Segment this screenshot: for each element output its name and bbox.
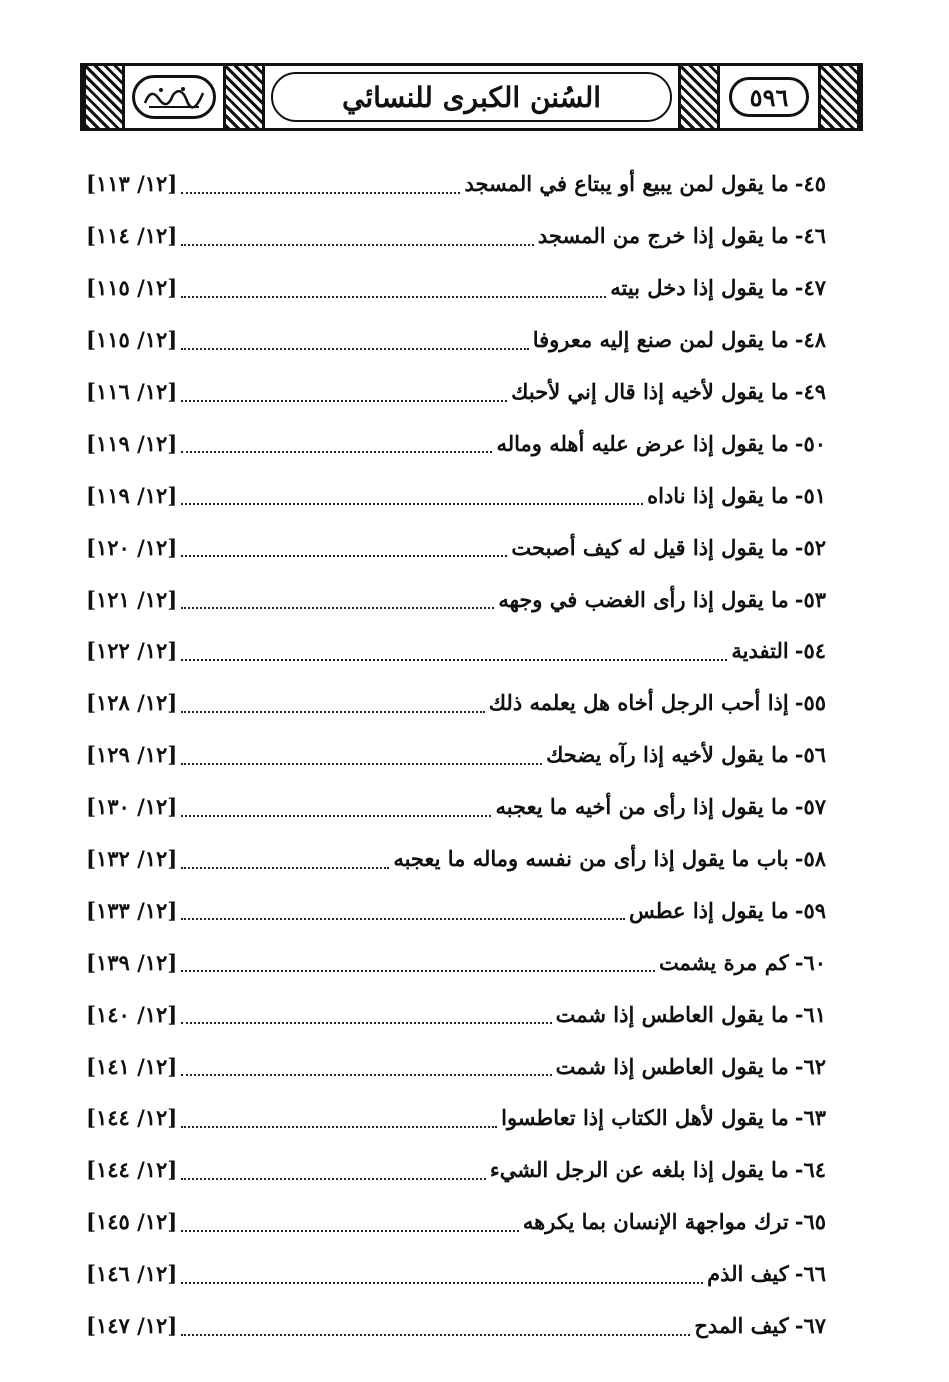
toc-leader-dots <box>181 1126 497 1128</box>
toc-entry-number: ٥٤- <box>794 638 826 664</box>
toc-entry-reference: [١٢/ ١٢٠] <box>86 534 178 560</box>
toc-list <box>86 158 826 1351</box>
toc-entry <box>86 1092 826 1144</box>
toc-entry-reference: [١٢/ ١١٦] <box>86 379 178 404</box>
toc-entry <box>86 210 826 262</box>
toc-leader-dots <box>181 451 492 453</box>
toc-entry-title: ما يقول لأخيه إذا قال إني لأحبك <box>511 379 789 404</box>
toc-entry-reference: [١٢/ ١٢١] <box>86 586 178 612</box>
ornament-center-left <box>223 66 265 128</box>
toc-entry-reference: [١٢/ ١١٣] <box>86 171 178 197</box>
toc-entry-number: ٦٢- <box>794 1053 826 1079</box>
toc-entry-number: ٥٨- <box>794 846 826 872</box>
toc-entry-reference: [١٢/ ١٣٩] <box>86 949 178 975</box>
toc-leader-dots <box>181 1022 551 1024</box>
toc-leader-dots <box>181 970 655 972</box>
toc-entry-title: ما يقول العاطس إذا شمت <box>555 1001 789 1027</box>
toc-entry-reference: [١٢/ ١١٩] <box>86 482 178 508</box>
toc-leader-dots <box>181 244 534 246</box>
toc-entry-number: ٦٠- <box>794 949 826 975</box>
toc-entry-number: ٦٣- <box>794 1105 826 1131</box>
toc-entry-reference: [١٢/ ١١٥] <box>86 275 178 301</box>
toc-leader-dots <box>181 1178 486 1180</box>
toc-entry-reference: [١٢/ ١٤٤] <box>86 1157 178 1183</box>
toc-leader-dots <box>181 555 507 557</box>
toc-entry-number: ٥٩- <box>794 897 826 923</box>
toc-entry <box>86 625 826 677</box>
toc-entry <box>86 1248 826 1300</box>
toc-entry <box>86 1300 826 1352</box>
toc-entry <box>86 729 826 781</box>
toc-entry-reference: [١٢/ ١٤٦] <box>86 1261 178 1287</box>
page-number-container <box>720 66 818 128</box>
toc-entry-title: إذا أحب الرجل أخاه هل يعلمه ذلك <box>488 690 789 716</box>
toc-leader-dots <box>181 1334 690 1336</box>
toc-entry <box>86 366 826 418</box>
book-title: السُنن الكبرى للنسائي <box>341 80 602 114</box>
toc-entry <box>86 677 826 729</box>
toc-entry-number: ٦٤- <box>794 1157 826 1183</box>
toc-entry <box>86 833 826 885</box>
toc-entry <box>86 469 826 521</box>
toc-entry-reference: [١٢/ ١٤٠] <box>86 1001 178 1027</box>
toc-entry-number: ٥٥- <box>794 690 826 716</box>
toc-entry-reference: [١٢/ ١٢٢] <box>86 638 178 664</box>
toc-entry <box>86 521 826 573</box>
toc-entry <box>86 1040 826 1092</box>
toc-entry-title: باب ما يقول إذا رأى من نفسه وماله ما يعجبه <box>393 846 789 872</box>
toc-leader-dots <box>181 711 484 713</box>
toc-entry <box>86 314 826 366</box>
toc-entry-title: ما يقول إذا عطس <box>629 897 789 923</box>
toc-entry-number: ٥٧- <box>794 794 826 820</box>
toc-entry-title: كيف الذم <box>707 1261 789 1287</box>
toc-entry-title: ما يقول لمن يبيع أو يبتاع في المسجد <box>464 171 789 197</box>
toc-entry-number: ٥١- <box>794 482 826 508</box>
toc-leader-dots <box>181 918 625 920</box>
toc-entry-number: ٦٥- <box>794 1209 826 1235</box>
toc-entry-reference: [١٢/ ١١٤] <box>86 223 178 249</box>
toc-leader-dots <box>181 348 528 350</box>
toc-entry-title: ما يقول العاطس إذا شمت <box>555 1053 789 1079</box>
toc-entry-number: ٤٧- <box>794 275 826 301</box>
toc-entry-number: ٤٦- <box>794 223 826 249</box>
toc-entry-number: ٥٣- <box>794 586 826 612</box>
page-header <box>80 63 863 131</box>
toc-entry-number: ٦٦- <box>794 1261 826 1287</box>
toc-entry-number: ٤٩- <box>794 379 826 404</box>
toc-leader-dots <box>181 815 491 817</box>
toc-leader-dots <box>181 763 542 765</box>
title-frame <box>271 72 672 122</box>
ornament-left <box>83 66 125 128</box>
toc-entry-reference: [١٢/ ١٣٠] <box>86 794 178 820</box>
toc-entry <box>86 936 826 988</box>
toc-entry <box>86 158 826 210</box>
toc-entry-title: ما يقول لأخيه إذا رآه يضحك <box>546 742 789 768</box>
toc-leader-dots <box>181 503 643 505</box>
toc-entry-title: كيف المدح <box>694 1313 789 1339</box>
toc-entry-title: ما يقول إذا قيل له كيف أصبحت <box>511 534 789 560</box>
toc-entry <box>86 781 826 833</box>
toc-entry-number: ٤٥- <box>794 171 826 197</box>
toc-entry-title: ما يقول لأهل الكتاب إذا تعاطسوا <box>501 1105 789 1131</box>
toc-entry-reference: [١٢/ ١٢٨] <box>86 690 178 716</box>
toc-leader-dots <box>181 1230 519 1232</box>
toc-entry-title: ما يقول إذا عرض عليه أهله وماله <box>496 430 789 456</box>
toc-entry-reference: [١٢/ ١٤٤] <box>86 1105 178 1131</box>
book-seal <box>132 75 216 119</box>
toc-entry-reference: [١٢/ ١٣٢] <box>86 846 178 872</box>
toc-leader-dots <box>181 607 494 609</box>
toc-leader-dots <box>181 867 389 869</box>
toc-entry-reference: [١٢/ ١٤٧] <box>86 1313 178 1339</box>
toc-entry-number: ٦١- <box>794 1001 826 1027</box>
toc-entry <box>86 1196 826 1248</box>
toc-entry-title: ما يقول إذا خرج من المسجد <box>537 223 789 249</box>
toc-entry-title: كم مرة يشمت <box>658 949 789 975</box>
toc-entry <box>86 988 826 1040</box>
toc-entry <box>86 884 826 936</box>
toc-entry-title: ما يقول إذا رأى من أخيه ما يعجبه <box>495 794 789 820</box>
toc-entry-title: ما يقول إذا دخل بيته <box>610 275 789 301</box>
toc-entry <box>86 1144 826 1196</box>
toc-entry-number: ٥٢- <box>794 534 826 560</box>
toc-entry-number: ٤٨- <box>794 327 826 353</box>
toc-leader-dots <box>181 192 460 194</box>
toc-leader-dots <box>181 1074 551 1076</box>
toc-entry-title: ما يقول إذا رأى الغضب في وجهه <box>498 586 789 612</box>
toc-leader-dots <box>181 659 727 661</box>
ornament-center-right <box>678 66 720 128</box>
toc-entry-reference: [١٢/ ١٣٣] <box>86 897 178 923</box>
ornament-right <box>818 66 860 128</box>
toc-entry-reference: [١٢/ ١٤١] <box>86 1053 178 1079</box>
calligraphy-seal-icon <box>139 81 209 113</box>
toc-leader-dots <box>181 1282 703 1284</box>
toc-entry <box>86 573 826 625</box>
toc-entry-title: التفدية <box>731 638 789 664</box>
toc-entry-title: ما يقول إذا ناداه <box>647 482 789 508</box>
toc-entry <box>86 262 826 314</box>
toc-entry-title: ما يقول إذا بلغه عن الرجل الشيء <box>489 1157 789 1183</box>
toc-entry-title: ما يقول لمن صنع إليه معروفا <box>532 327 789 353</box>
toc-leader-dots <box>181 296 606 298</box>
toc-entry-number: ٥٦- <box>794 742 826 768</box>
seal-container <box>125 66 223 128</box>
toc-entry-title: ترك مواجهة الإنسان بما يكرهه <box>522 1209 789 1235</box>
toc-entry-reference: [١٢/ ١١٩] <box>86 430 178 456</box>
toc-leader-dots <box>181 400 507 402</box>
toc-entry-reference: [١٢/ ١٤٥] <box>86 1209 178 1235</box>
page-number: ٥٩٦ <box>729 77 809 117</box>
toc-entry-number: ٥٠- <box>794 430 826 456</box>
toc-entry <box>86 417 826 469</box>
toc-entry-reference: [١٢/ ١٢٩] <box>86 742 178 768</box>
toc-entry-reference: [١٢/ ١١٥] <box>86 327 178 353</box>
toc-entry-number: ٦٧- <box>794 1313 826 1339</box>
